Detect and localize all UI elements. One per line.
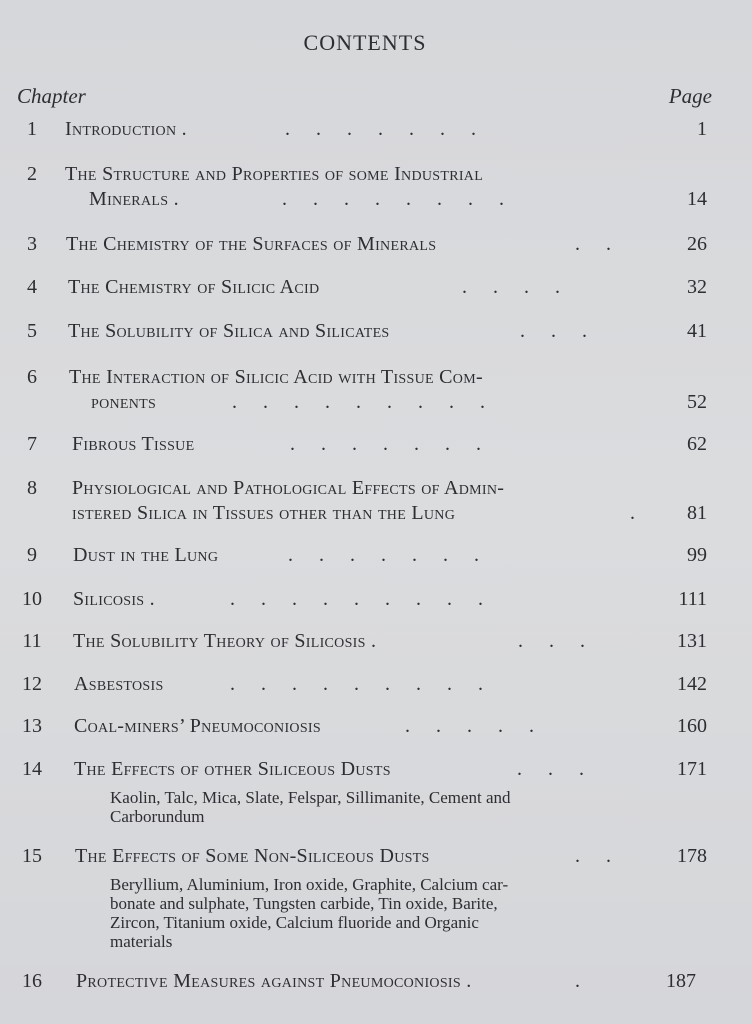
chapter-title: Asbestosis	[74, 673, 164, 695]
subtopic-line: Kaolin, Talc, Mica, Slate, Felspar, Sillimanite, Cement and	[110, 788, 511, 807]
leader-dots: .......	[290, 433, 507, 455]
chapter-number: 4	[27, 276, 37, 298]
chapter-subtopics	[110, 788, 650, 826]
page-number: 32	[687, 276, 707, 298]
page-number: 131	[677, 630, 707, 652]
chapter-title: The Interaction of Silicic Acid with Tissue Com-	[69, 366, 483, 388]
subtopic-line: Zircon, Titanium oxide, Calcium fluoride and Organic	[110, 913, 479, 932]
page-number: 26	[687, 233, 707, 255]
leader-dots: ..	[575, 845, 637, 867]
page-number: 62	[687, 433, 707, 455]
page-number: 187	[666, 970, 696, 992]
chapter-number: 13	[22, 715, 42, 737]
leader-dots: .......	[285, 118, 502, 140]
page-number: 171	[677, 758, 707, 780]
chapter-title: Fibrous Tissue	[72, 433, 195, 455]
page-number: 81	[687, 502, 707, 524]
chapter-number: 6	[27, 366, 37, 388]
chapter-title: Silicosis .	[73, 588, 155, 610]
subtopic-line: Carborundum	[110, 807, 205, 826]
page-number: 1	[697, 118, 707, 140]
chapter-number: 16	[22, 970, 42, 992]
chapter-title: Protective Measures against Pneumoconiosis .	[76, 970, 472, 992]
chapter-title: The Chemistry of Silicic Acid	[68, 276, 320, 298]
leader-dots: .........	[230, 673, 509, 695]
chapter-title-continued: ponents	[91, 391, 157, 413]
chapter-number: 2	[27, 163, 37, 185]
chapter-number: 1	[27, 118, 37, 140]
page-title: CONTENTS	[303, 30, 427, 55]
leader-dots: .	[575, 970, 606, 992]
leader-dots: ...	[517, 758, 610, 780]
leader-dots: .....	[405, 715, 560, 737]
chapter-number: 7	[27, 433, 37, 455]
chapter-number: 12	[22, 673, 42, 695]
chapter-title: The Chemistry of the Surfaces of Minerals	[66, 233, 437, 255]
chapter-title: Physiological and Pathological Effects of Admin-	[72, 477, 505, 499]
leader-dots: .........	[230, 588, 509, 610]
leader-dots: ....	[462, 276, 586, 298]
page-number: 14	[687, 188, 707, 210]
subtopic-line: bonate and sulphate, Tungsten carbide, Tin oxide, Barite,	[110, 894, 498, 913]
chapter-title: Dust in the Lung	[73, 544, 219, 566]
subtopic-line: materials	[110, 932, 173, 951]
chapter-title-continued: Minerals .	[89, 188, 179, 210]
chapter-title: The Effects of other Siliceous Dusts	[74, 758, 391, 780]
chapter-title: The Effects of Some Non-Siliceous Dusts	[75, 845, 430, 867]
chapter-number: 5	[27, 320, 37, 342]
leader-dots: ........	[282, 188, 530, 210]
page-number: 41	[687, 320, 707, 342]
chapter-number: 15	[22, 845, 42, 867]
page-number: 111	[678, 588, 707, 610]
leader-dots: .......	[288, 544, 505, 566]
chapter-number: 14	[22, 758, 42, 780]
chapter-title: The Structure and Properties of some Industrial	[65, 163, 484, 185]
page-number: 52	[687, 391, 707, 413]
chapter-column-label: Chapter	[17, 84, 86, 108]
page-number: 99	[687, 544, 707, 566]
chapter-number: 8	[27, 477, 37, 499]
page-number: 178	[677, 845, 707, 867]
leader-dots: ..	[575, 233, 637, 255]
chapter-number: 10	[22, 588, 42, 610]
leader-dots: ...	[518, 630, 611, 652]
chapter-subtopics	[110, 875, 650, 951]
page-number: 160	[677, 715, 707, 737]
chapter-title: Coal-miners’ Pneumoconiosis	[74, 715, 321, 737]
leader-dots: .........	[232, 391, 511, 413]
chapter-title: The Solubility of Silica and Silicates	[68, 320, 390, 342]
chapter-title: Introduction .	[65, 118, 187, 140]
page-column-label: Page	[668, 84, 712, 108]
leader-dots: .	[630, 502, 661, 524]
chapter-number: 9	[27, 544, 37, 566]
chapter-number: 3	[27, 233, 37, 255]
chapter-title: The Solubility Theory of Silicosis .	[73, 630, 377, 652]
subtopic-line: Beryllium, Aluminium, Iron oxide, Graphite, Calcium car-	[110, 875, 509, 894]
chapter-number: 11	[22, 630, 42, 652]
chapter-title-continued: istered Silica in Tissues other than the Lung	[72, 502, 456, 524]
leader-dots: ...	[520, 320, 613, 342]
page-number: 142	[677, 673, 707, 695]
